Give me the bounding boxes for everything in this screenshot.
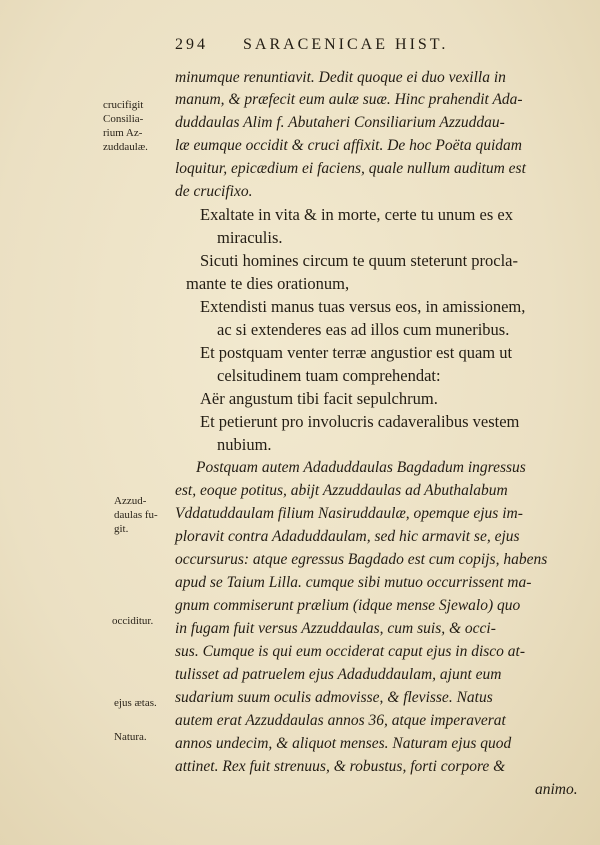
verse-line: miraculis. <box>217 228 283 247</box>
verse-line: Et petierunt pro involucris cadaveralibus vestem <box>200 412 520 431</box>
text-line: duddaulas Alim f. Abutaheri Consiliarium Azzuddau- <box>175 114 505 131</box>
page-number: 294 <box>175 36 208 53</box>
margin-note: Azzud- daulas fu- git. <box>114 495 158 535</box>
text-line: occursurus: atque egressus Bagdado est cum copijs, habens <box>175 551 548 568</box>
margin-note: occiditur. <box>112 615 154 627</box>
page-header <box>175 36 448 54</box>
text-line: de crucifixo. <box>175 183 253 200</box>
text-line: apud se Taium Lilla. cumque sibi mutuo occurrissent ma- <box>175 574 532 591</box>
verse-line: Sicuti homines circum te quum steterunt procla- <box>200 251 519 270</box>
verse-line: Exaltate in vita & in morte, certe tu unum es ex <box>200 205 513 224</box>
running-title: SARACENICAE HIST. <box>243 36 449 53</box>
verse-line: ac si extenderes eas ad illos cum muneribus. <box>217 320 510 339</box>
text-line: annos undecim, & aliquot menses. Naturam ejus quod <box>175 735 512 752</box>
text-line: læ eumque occidit & cruci affixit. De hoc Poëta quidam <box>175 137 522 154</box>
verse-line: Extendisti manus tuas versus eos, in amissionem, <box>200 297 526 316</box>
text-line: est, eoque potitus, abijt Azzuddaulas ad Abuthalabum <box>175 482 508 499</box>
verse-line: Et postquam venter terræ angustior est quam ut <box>200 343 513 362</box>
text-line: animo. <box>535 781 578 798</box>
text-line: attinet. Rex fuit strenuus, & robustus, forti corpore & <box>175 758 506 775</box>
text-line: Vddatuddaulam filium Nasiruddaulæ, opemque ejus im- <box>175 505 523 522</box>
text-line: sus. Cumque is qui eum occiderat caput ejus in disco at- <box>175 643 525 660</box>
text-line: sudarium suum oculis admovisse, & flevisse. Natus <box>175 689 493 706</box>
verse-line: Aër angustum tibi facit sepulchrum. <box>200 389 438 408</box>
verse-line: mante te dies orationum, <box>186 274 350 293</box>
text-line: in fugam fuit versus Azzuddaulas, cum suis, & occi- <box>175 620 496 637</box>
verse-line: celsitudinem tuam comprehendat: <box>217 366 441 385</box>
text-line: gnum commiserunt prælium (idque mense Sjewalo) quo <box>175 597 521 614</box>
text-line: autem erat Azzuddaulas annos 36, atque imperaverat <box>175 712 506 729</box>
text-line: loquitur, epicædium ei faciens, quale nullum auditum est <box>175 160 526 177</box>
text-line: Postquam autem Adaduddaulas Bagdadum ingressus <box>196 459 526 476</box>
margin-note: crucifigit Consilia- rium Az- zuddaulæ. <box>103 99 148 153</box>
margin-note: ejus ætas. <box>114 697 157 709</box>
text-line: tulisset ad patruelem ejus Adaduddaulam, ajunt eum <box>175 666 502 683</box>
margin-note: Natura. <box>114 731 147 743</box>
text-line: ploravit contra Adaduddaulam, sed hic armavit se, ejus <box>175 528 520 545</box>
text-line: minumque renuntiavit. Dedit quoque ei duo vexilla in <box>175 69 506 86</box>
text-line: manum, & præfecit eum aulæ suæ. Hinc prahendit Ada- <box>175 91 523 108</box>
verse-line: nubium. <box>217 435 272 454</box>
